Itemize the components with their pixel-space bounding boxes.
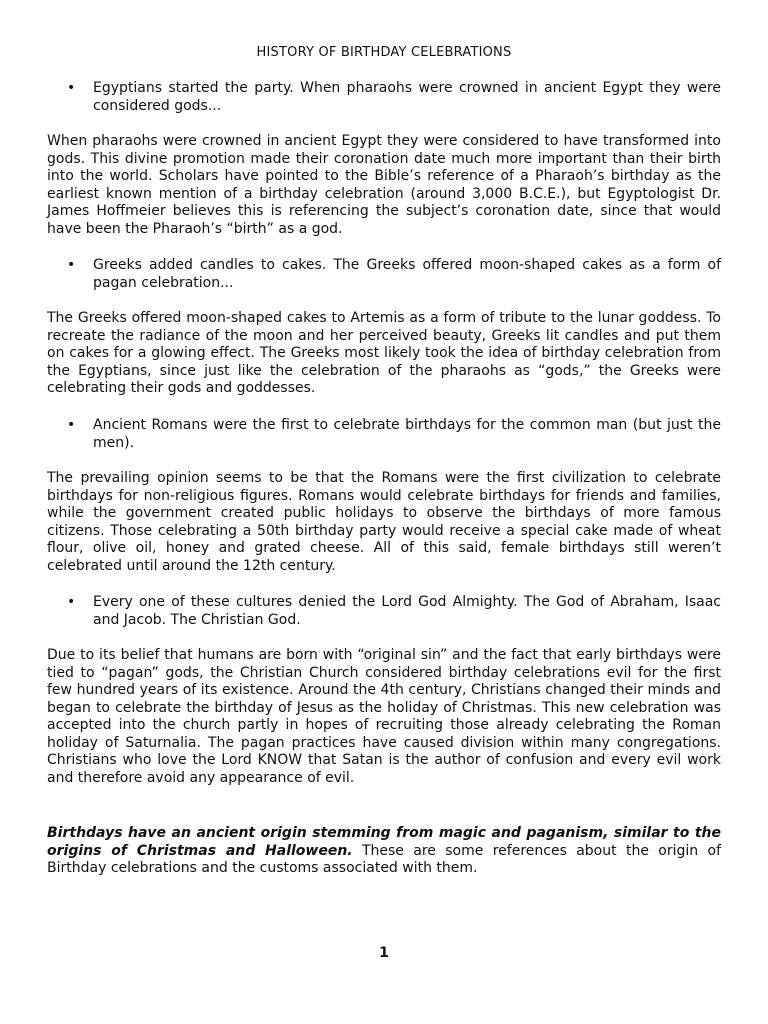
bullet-text: Ancient Romans were the first to celebrate birthdays for the common man (but just the men). (93, 417, 721, 451)
bullet-text: Egyptians started the party. When pharaohs were crowned in ancient Egypt they were considered gods... (93, 80, 721, 114)
document-page (47, 0, 721, 1024)
bullet-text: Greeks added candles to cakes. The Greeks offered moon-shaped cakes as a form of pagan celebration... (93, 257, 721, 291)
closing-paragraph (47, 825, 721, 878)
bullet-icon: • (67, 257, 76, 273)
page-number: 1 (379, 945, 389, 961)
bullet-item-egyptians (67, 80, 721, 115)
paragraph-greeks: The Greeks offered moon-shaped cakes to Artemis as a form of tribute to the lunar goddess. To recreate the radiance of the moon and her perceived beauty, Greeks lit candles and put them on cakes for a glowing effect. The Greeks most likely took the idea of birthday celebration from the Egyptians, since just like the celebration of the pharaohs as “gods,” the Greeks were celebrating their gods and goddesses. (47, 310, 721, 396)
bullet-icon: • (67, 594, 76, 610)
bullet-item-romans (67, 417, 721, 452)
paragraph-egyptians: When pharaohs were crowned in ancient Egypt they were considered to have transformed into gods. This divine promotion made their coronation date much more important than their birth into the world. Scholars have pointed to the Bible’s reference of a Pharaoh’s birthday as the earliest known mention of a birthday celebration (around 3,000 B.C.E.), but Egyptologist Dr. James Hoffmeier believes this is referencing the subject’s coronation date, since that would have been the Pharaoh’s “birth” as a god. (47, 133, 721, 237)
bullet-icon: • (67, 80, 76, 96)
bullet-text: Every one of these cultures denied the Lord God Almighty. The God of Abraham, Isaac and Jacob. The Christian God. (93, 594, 721, 628)
bullet-item-greeks (67, 257, 721, 292)
paragraph-christian: Due to its belief that humans are born with “original sin” and the fact that early birthdays were tied to “pagan” gods, the Christian Church considered birthday celebrations evil for the first few hundred years of its existence. Around the 4th century, Christians changed their minds and began to celebrate the birthday of Jesus as the holiday of Christmas. This new celebration was accepted into the church partly in hopes of recruiting those already celebrating the Roman holiday of Saturnalia. The pagan practices have caused division within many congregations. Christians who love the Lord KNOW that Satan is the author of confusion and every evil work and therefore avoid any appearance of evil. (47, 647, 721, 786)
closing-text: These are some references about the origin of Birthday celebrations and the customs associated with them. (47, 842, 721, 876)
bullet-icon: • (67, 417, 76, 433)
closing-emphasis: Birthdays have an ancient origin stemming from magic and paganism, similar to the origins of Christmas and Halloween. (47, 825, 721, 859)
document-title: HISTORY OF BIRTHDAY CELEBRATIONS (256, 45, 512, 60)
paragraph-romans: The prevailing opinion seems to be that the Romans were the first civilization to celebrate birthdays for non-religious figures. Romans would celebrate birthdays for friends and families, while the government created public holidays to observe the birthdays of more famous citizens. Those celebrating a 50th birthday party would receive a special cake made of wheat flour, olive oil, honey and grated cheese. All of this said, female birthdays still weren’t celebrated until around the 12th century. (47, 470, 721, 574)
bullet-item-christian (67, 594, 721, 629)
